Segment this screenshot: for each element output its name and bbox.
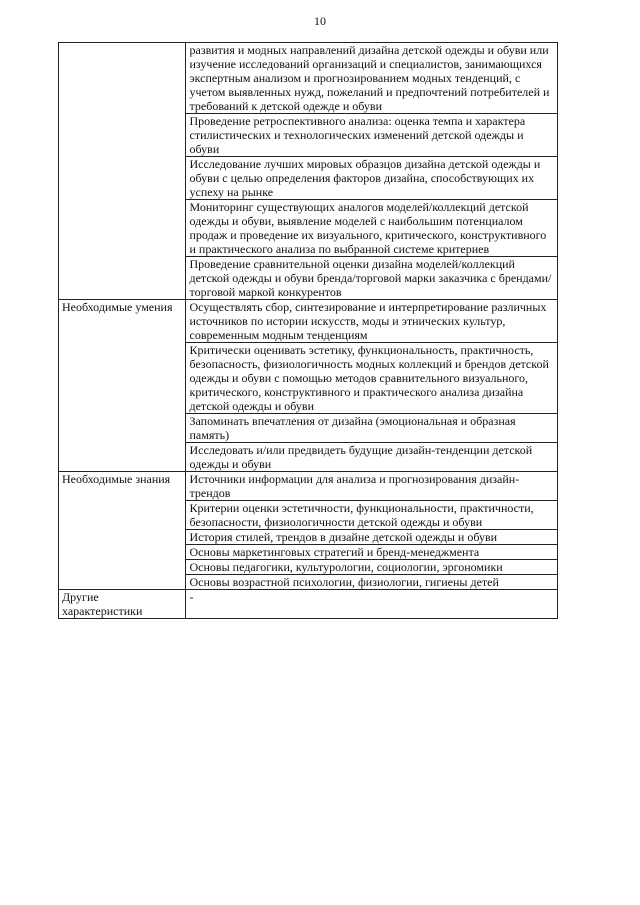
section-item: -: [185, 590, 558, 619]
section-label: Необходимые умения: [62, 300, 173, 314]
table-row: [59, 590, 558, 619]
section-label-cell: [59, 300, 186, 472]
section-item: Осуществлять сбор, синтезирование и интерпретирование различных источников по истории искусств, моды и этнических культур, современным модным тенденциям: [185, 300, 558, 343]
section-item: Основы возрастной психологии, физиологии, гигиены детей: [185, 575, 558, 590]
table-body: [59, 43, 558, 619]
section-label-cell: [59, 472, 186, 590]
section-item: Основы маркетинговых стратегий и бренд-менеджмента: [185, 545, 558, 560]
section-label: Необходимые знания: [62, 472, 171, 486]
section-item: развития и модных направлений дизайна детской одежды и обуви или изучение исследований организаций и специалистов, занимающихся экспертным анализом и прогнозированием модных тенденций, с учетом выявленных нужд, пожеланий и предпочтений потребителей и требований к детской одежде и обуви: [185, 43, 558, 114]
section-item: Источники информации для анализа и прогнозирования дизайн-трендов: [185, 472, 558, 501]
section-item: Проведение сравнительной оценки дизайна моделей/коллекций детской одежды и обуви бренда/торговой марки заказчика с брендами/торговой маркой конкурентов: [185, 257, 558, 300]
table-row: [59, 43, 558, 114]
section-label: Другие характеристики: [62, 590, 143, 618]
section-item: Критерии оценки эстетичности, функциональности, практичности, безопасности, физиологичности детской одежды и обуви: [185, 501, 558, 530]
section-item: Основы педагогики, культурологии, социологии, эргономики: [185, 560, 558, 575]
section-item: Исследование лучших мировых образцов дизайна детской одежды и обуви с целью определения факторов дизайна, способствующих их успеху на рынке: [185, 157, 558, 200]
section-label-cell: [59, 43, 186, 300]
section-item: Исследовать и/или предвидеть будущие дизайн-тенденции детской одежды и обуви: [185, 443, 558, 472]
section-item: Критически оценивать эстетику, функциональность, практичность, безопасность, физиологичность модных коллекций и брендов детской одежды и обуви с помощью методов сравнительного визуального, критического, конструктивного и практического анализа дизайна детской одежды и обуви: [185, 343, 558, 414]
section-item: Проведение ретроспективного анализа: оценка темпа и характера стилистических и технологических изменений детской одежды и обуви: [185, 114, 558, 157]
requirements-table: [58, 42, 558, 619]
table-row: [59, 472, 558, 501]
section-label-cell: [59, 590, 186, 619]
section-item: Мониторинг существующих аналогов моделей/коллекций детской одежды и обуви, выявление моделей с наибольшим потенциалом продаж и проведение их визуального, критического, конструктивного и практического анализа по выбранной системе критериев: [185, 200, 558, 257]
section-item: Запоминать впечатления от дизайна (эмоциональная и образная память): [185, 414, 558, 443]
table-row: [59, 300, 558, 343]
page-number: 10: [314, 14, 326, 28]
section-item: История стилей, трендов в дизайне детской одежды и обуви: [185, 530, 558, 545]
